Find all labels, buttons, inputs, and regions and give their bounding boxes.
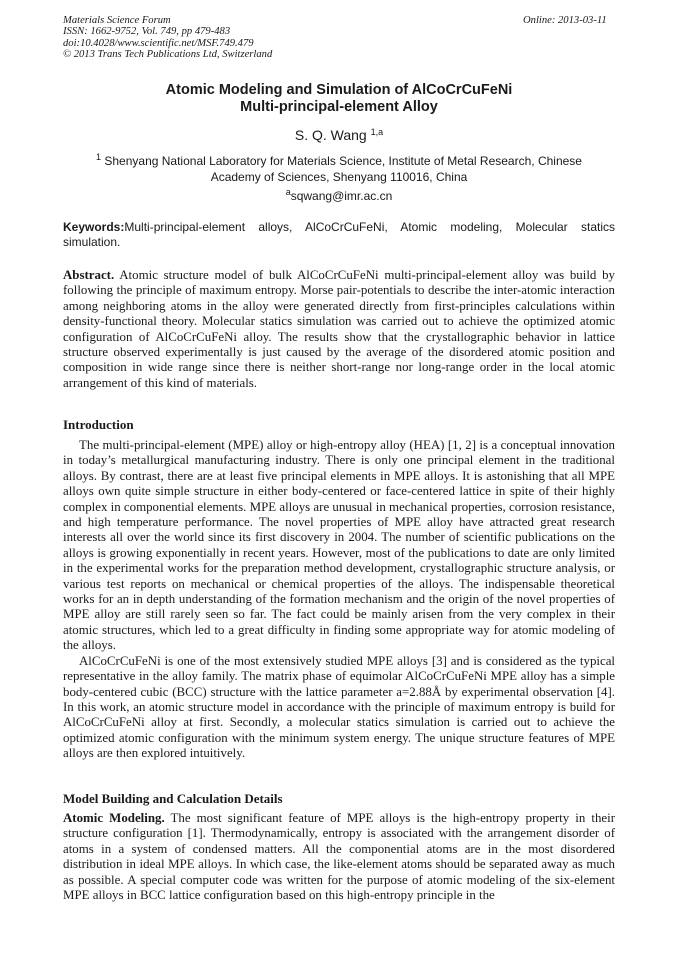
affiliation-superscript: 1 xyxy=(96,152,102,162)
email-address: sqwang@imr.ac.cn xyxy=(290,189,393,203)
author-email xyxy=(63,185,615,204)
abstract-text: Atomic structure model of bulk AlCoCrCuFeNi multi-principal-element alloy was build by following the principle of maximum entropy. Morse pair-potentials to describe the inter-atomic interaction among neighboring atoms in the alloy were generated directly from first-principles calculations within density-functional theory. Molecular statics simulation was carried out to achieve the optimized atomic configuration of AlCoCrCuFeNi alloy. The results show that the crystallographic behavior in lattice structure observed experimentally is just caused by the average of the disordered atomic position and composition in wide range since there is neither short-range nor long-range order in the local atomic arrangement of this kind of materials. xyxy=(63,268,615,390)
author-name: S. Q. Wang xyxy=(294,127,371,143)
introduction-paragraph-1: The multi-principal-element (MPE) alloy or high-entropy alloy (HEA) [1, 2] is a conceptual innovation in today’s metallurgical manufacturing industry. There is only one principal element in the traditional alloys. By contrast, there are at least five principal elements in MPE alloys. It is astonishing that all MPE alloys own quite simple structure in either body-centered or face-centered lattice in spite of their highly complex in componential elements. MPE alloys are unusual in mechanical properties, corrosion resistance, and high temperature performance. The novel properties of MPE alloy have attracted great research interests all over the world since its first discovery in 2004. The number of scientific publications on the alloys is growing exponentially in recent years. However, most of the publications to date are only limited in the experimental works for the preparation method development, crystallographic structure analysis, or various test reports on mechanical or chemical properties of the alloys. The indispensable theoretical works for an in depth understanding of the formation mechanism and the origin of the novel properties of MPE alloy are still rarely seen so far. The fact could be mainly arisen from the very complex in their atomic structures, which led to a great difficulty in finding some appropriate way for atomic modeling of the alloys. xyxy=(63,438,615,653)
keywords xyxy=(63,220,615,250)
online-date: Online: 2013-03-11 xyxy=(523,15,607,26)
introduction-paragraph-2: AlCoCrCuFeNi is one of the most extensively studied MPE alloys [3] and is considered as the typical representative in the alloy family. The matrix phase of equimolar AlCoCrCuFeNi MPE alloy has a simple body-centered cubic (BCC) structure with the lattice parameter a=2.88Å by experimental observation [4]. In this work, an atomic structure model in accordance with the principle of maximum entropy is build for AlCoCrCuFeNi alloy at first. Secondly, a molecular statics simulation is carried out to achieve the optimized atomic configuration with the minimum system energy. The unique structure features of MPE alloys are then explored intuitively. xyxy=(63,653,615,761)
author-line xyxy=(63,124,615,143)
affiliation-line-2: Academy of Sciences, Shenyang 110016, China xyxy=(210,169,468,184)
atomic-modeling-text: The most significant feature of MPE alloys is the high-entropy property in their structure configuration [1]. Thermodynamically, entropy is associated with the arrangement disorder of atoms in a system of condensed matters. All the componential atoms are in the most disordered distribution in ideal MPE alloys. In which case, the like-element atoms should be separated away as much as possible. A special computer code was written for the purpose of atomic modeling of the six-element MPE alloys in BCC lattice configuration based on this high-entropy principle in the xyxy=(63,811,615,903)
affiliation xyxy=(63,150,615,185)
abstract xyxy=(63,268,615,391)
keywords-text: Multi-principal-element alloys, AlCoCrCuFeNi, Atomic modeling, Molecular statics simulation. xyxy=(63,220,615,249)
journal-metadata xyxy=(63,15,272,61)
affiliation-line-1: Shenyang National Laboratory for Materials Science, Institute of Metal Research, Chinese xyxy=(101,154,582,168)
keywords-label: Keywords: xyxy=(63,220,125,234)
issn-line: ISSN: 1662-9752, Vol. 749, pp 479-483 xyxy=(63,26,231,38)
title-line-1: Atomic Modeling and Simulation of AlCoCrCuFeNi xyxy=(165,82,513,98)
model-heading: Model Building and Calculation Details xyxy=(63,791,283,806)
email-superscript: a xyxy=(285,187,291,197)
introduction-body xyxy=(63,438,615,762)
abstract-label: Abstract. xyxy=(63,268,115,282)
doi-line: doi:10.4028/www.scientific.net/MSF.749.479 xyxy=(63,37,254,49)
paper-title xyxy=(63,82,615,116)
copyright-line: © 2013 Trans Tech Publications Ltd, Switzerland xyxy=(63,49,273,61)
journal-name: Materials Science Forum xyxy=(63,15,171,26)
model-body xyxy=(63,811,615,903)
atomic-modeling-label: Atomic Modeling. xyxy=(63,811,165,825)
author-superscript: 1,a xyxy=(370,127,384,137)
introduction-heading: Introduction xyxy=(63,417,134,432)
title-line-2: Multi-principal-element Alloy xyxy=(240,99,438,115)
